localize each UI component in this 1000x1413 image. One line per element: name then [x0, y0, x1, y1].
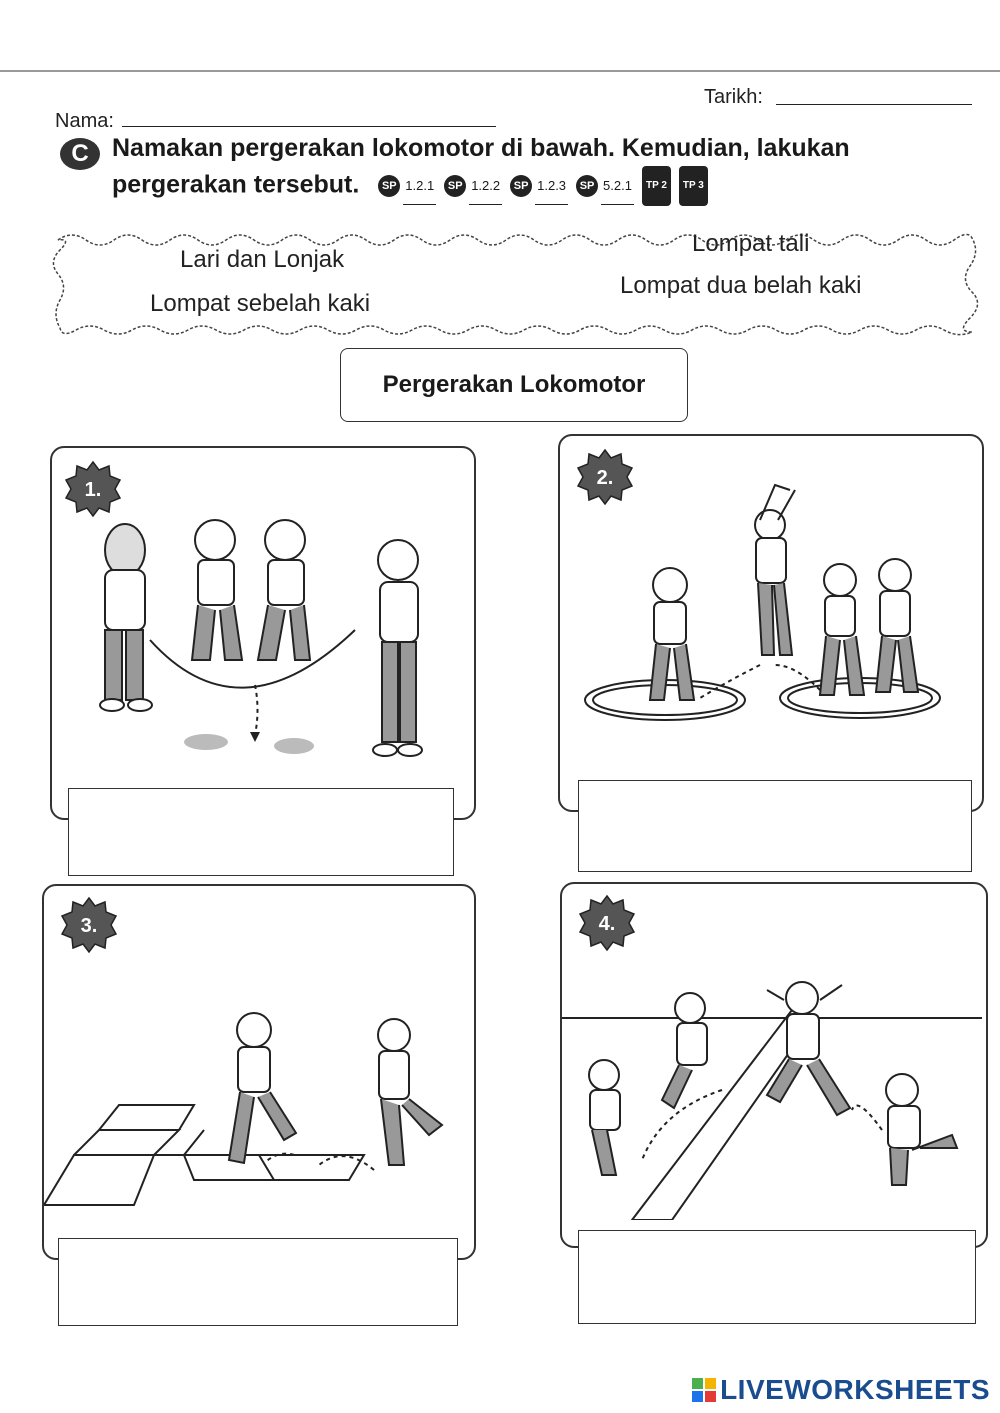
children-jumping-hoops-illustration: [580, 480, 970, 730]
answer-box-3[interactable]: [58, 1238, 458, 1326]
child-hopscotch-illustration: [44, 1005, 468, 1220]
sp-code: SP 1.2.1: [378, 166, 436, 206]
date-label: Tarikh:: [704, 86, 763, 108]
sp-code: SP 1.2.2: [444, 166, 502, 206]
answer-box-4[interactable]: [578, 1230, 976, 1324]
section-c-badge: C: [60, 138, 100, 170]
name-field[interactable]: [122, 126, 496, 127]
instruction-sentence: Namakan pergerakan lokomotor di bawah. Kemudian, lakukan pergerakan tersebut.: [112, 134, 850, 199]
svg-text:2.: 2.: [596, 467, 614, 489]
answer-box-2[interactable]: [578, 780, 972, 872]
word-bank-item: Lari dan Lonjak: [180, 246, 345, 273]
sp-code: SP 5.2.1: [576, 166, 634, 206]
answer-box-1[interactable]: [68, 788, 454, 876]
word-bank-item: Lompat tali: [692, 230, 810, 257]
svg-text:3.: 3.: [80, 915, 98, 937]
brand-icon: [692, 1378, 716, 1402]
children-jumping-over-log-illustration: [562, 970, 982, 1220]
tp-badge: TP 3: [679, 166, 708, 206]
section-title: Pergerakan Lokomotor: [340, 348, 688, 422]
svg-text:1.: 1.: [84, 479, 102, 501]
number-badge-3: [60, 896, 118, 954]
number-badge-4: [578, 894, 636, 952]
svg-text:4.: 4.: [598, 913, 616, 935]
sp-code-list: [378, 166, 708, 206]
liveworksheets-logo: [692, 1374, 990, 1406]
date-field[interactable]: [776, 104, 972, 105]
word-bank: [52, 228, 980, 338]
tp-badge: TP 2: [642, 166, 671, 206]
children-skipping-rope-illustration: [80, 510, 450, 780]
brand-prefix: LIVE: [720, 1374, 785, 1405]
name-label: Nama:: [55, 110, 114, 132]
top-rule: [0, 70, 1000, 72]
brand-suffix: WORKSHEETS: [784, 1374, 990, 1405]
word-bank-item: Lompat dua belah kaki: [620, 272, 862, 299]
word-bank-item: Lompat sebelah kaki: [150, 290, 371, 317]
instruction-text: [112, 130, 982, 206]
sp-code: SP 1.2.3: [510, 166, 568, 206]
